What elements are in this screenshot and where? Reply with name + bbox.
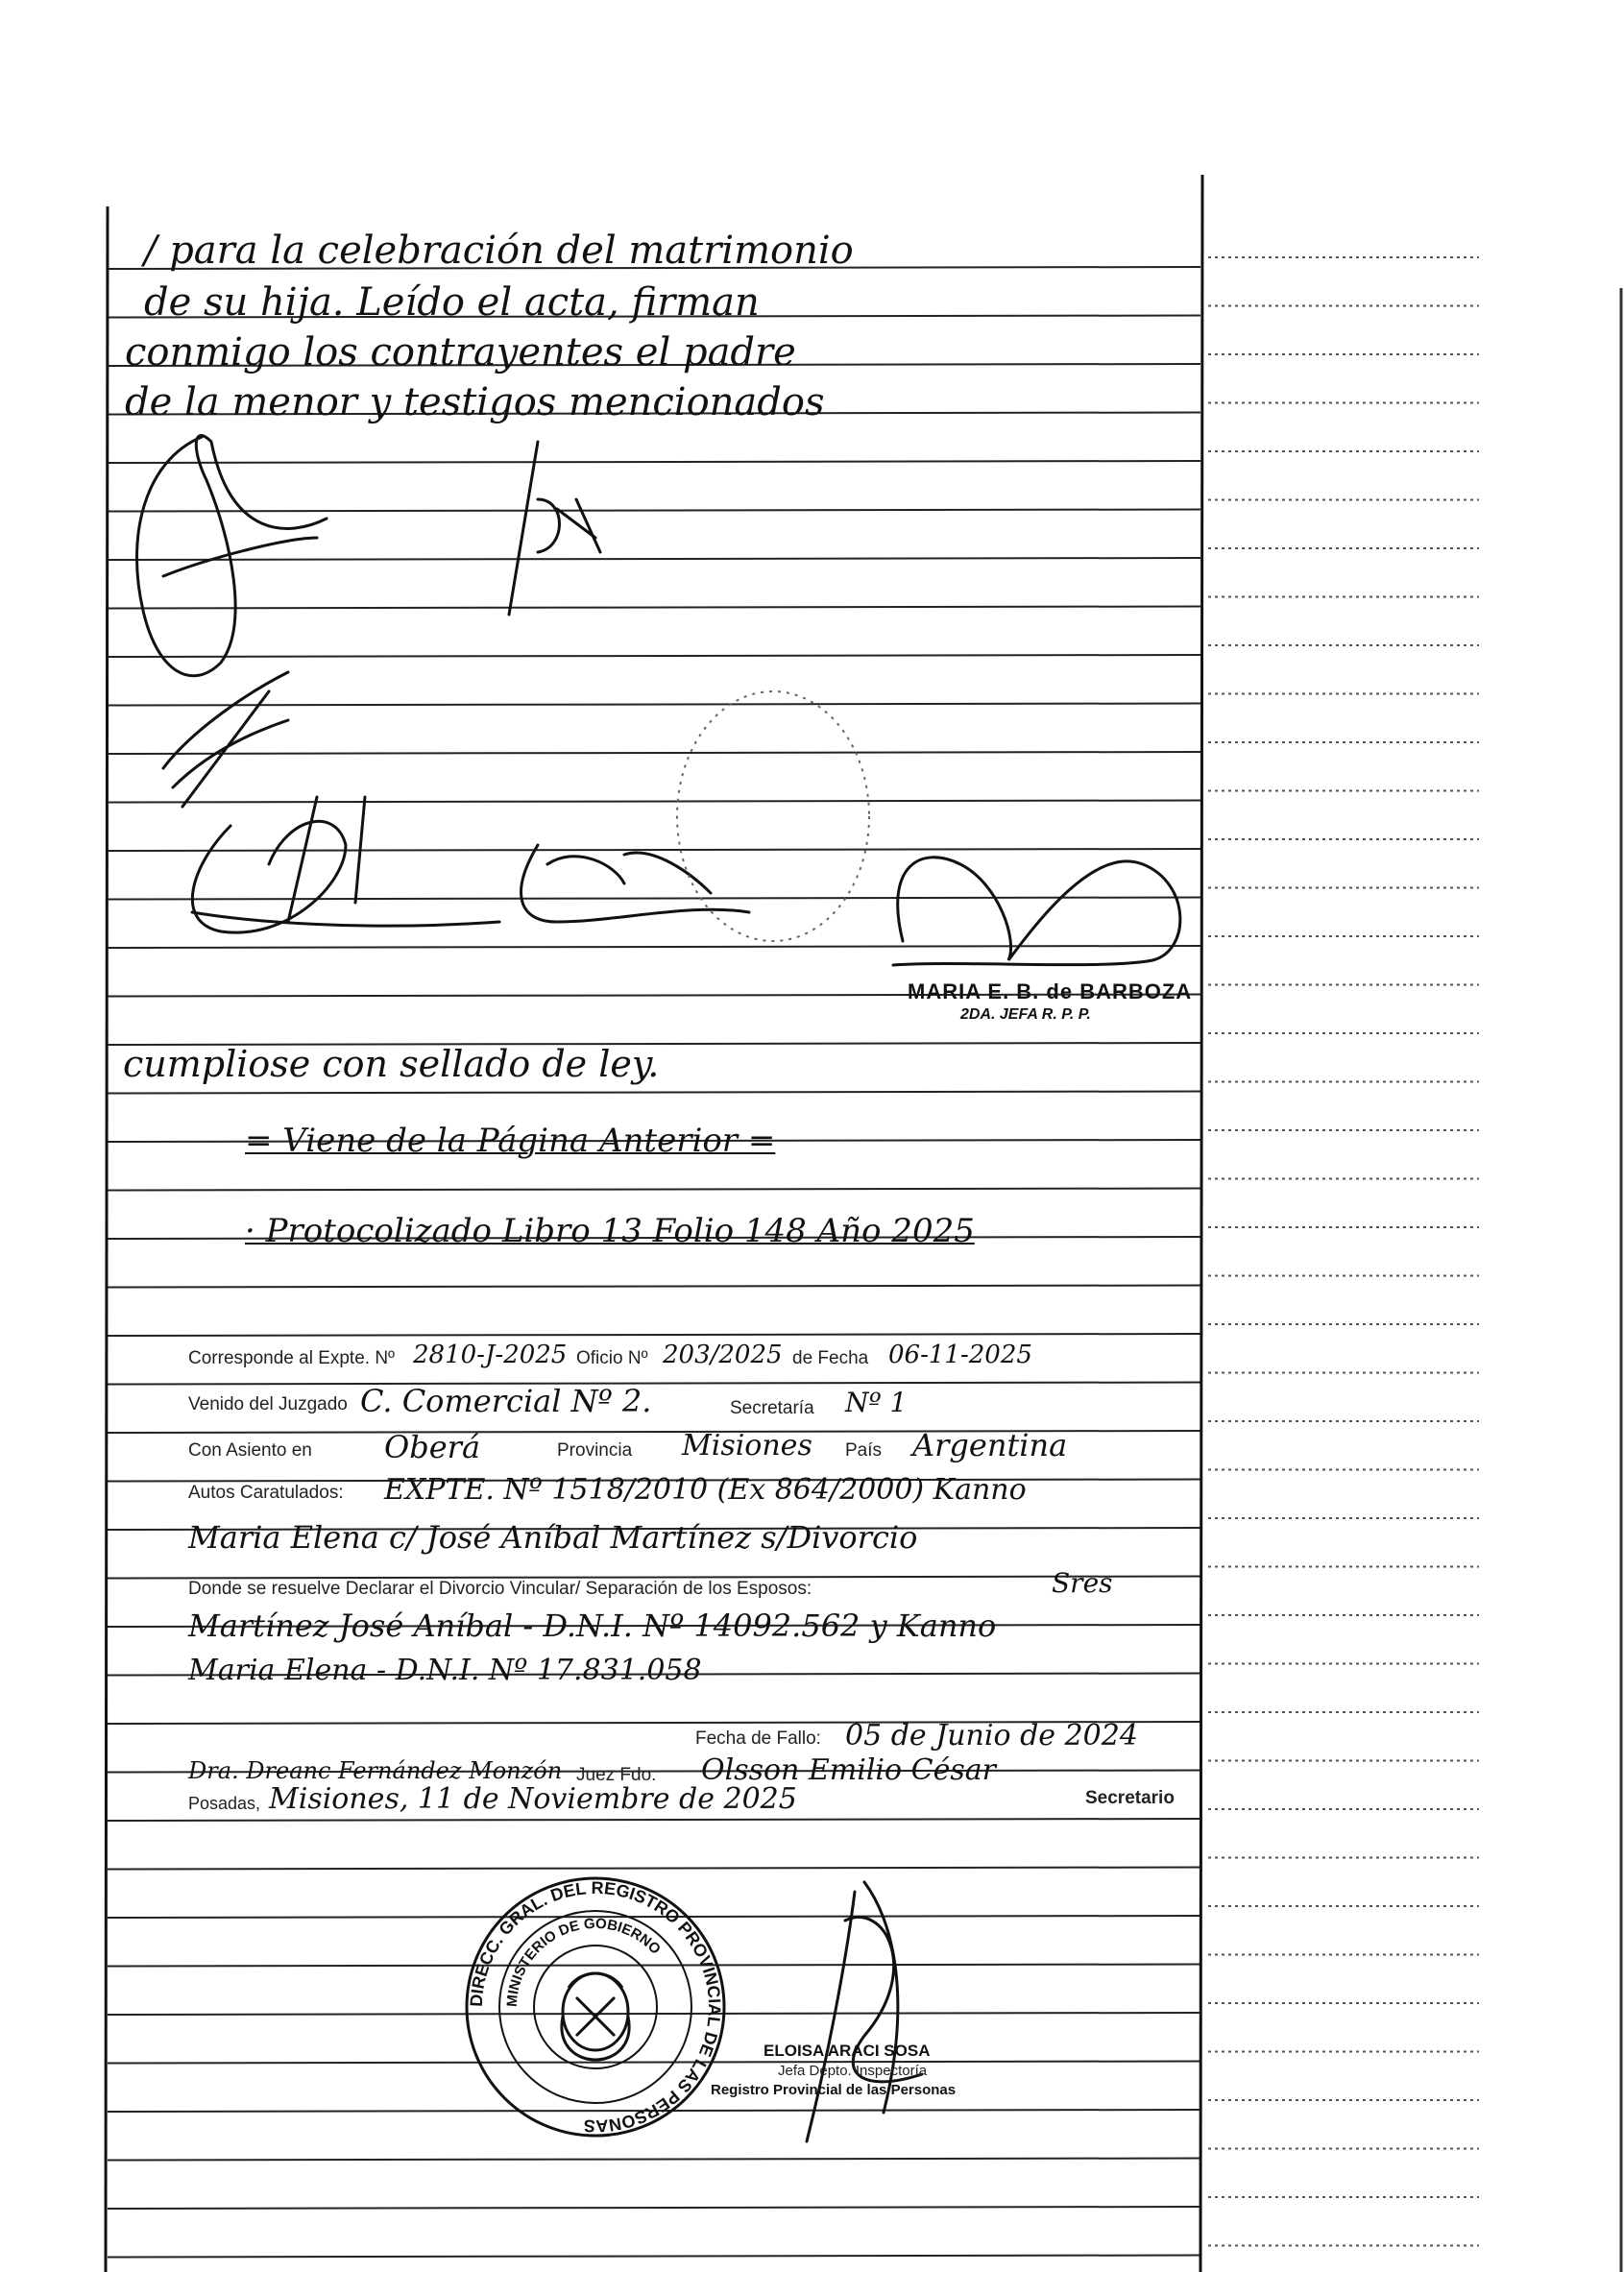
signature-2: [509, 442, 600, 615]
value-sres: Sres: [1052, 1567, 1113, 1599]
value-pais: Argentina: [912, 1427, 1068, 1463]
value-asiento: Oberá: [384, 1429, 481, 1465]
signature-3: [163, 672, 288, 807]
faint-oval-seal: [677, 691, 869, 941]
signature-6: [893, 858, 1180, 965]
label-fdo: Juez Fdo:: [576, 1765, 657, 1785]
closing-line: cumpliose con sellado de ley.: [123, 1043, 660, 1085]
stamp2-title: Jefa Depto. Inspectoría: [778, 2063, 928, 2079]
label-secretaria: Secretaría: [730, 1398, 814, 1418]
signature-7: [807, 1882, 922, 2141]
seal-outer-text: DIRECC. GRAL. DEL REGISTRO PROVINCIAL DE LAS PERSONAS: [466, 1877, 725, 2137]
value-esposo: Martínez José Aníbal - D.N.I. Nº 14092.562 y Kanno: [188, 1607, 997, 1644]
label-oficio: Oficio Nº: [576, 1348, 648, 1368]
value-fecha: 06-11-2025: [888, 1341, 1032, 1369]
signature-5: [521, 845, 749, 922]
signature-4: [192, 797, 499, 932]
value-autos-line2: Maria Elena c/ José Aníbal Martínez s/Divorcio: [188, 1519, 918, 1556]
label-pais: País: [845, 1440, 883, 1461]
handwritten-line-3: conmigo los contrayentes el padre: [125, 330, 796, 375]
handwritten-line-2: de su hija. Leído el acta, firman: [144, 280, 760, 325]
label-posadas: Posadas,: [188, 1794, 261, 1813]
value-expte: 2810-J-2025: [413, 1341, 568, 1369]
label-fallo: Fecha de Fallo:: [695, 1728, 821, 1749]
value-juzgado: C. Comercial Nº 2.: [360, 1383, 652, 1419]
value-fdo: Olsson Emilio César: [701, 1753, 996, 1787]
stamp2-name: ELOISA ARACI SOSA: [764, 2042, 931, 2060]
value-provincia: Misiones: [682, 1429, 812, 1462]
protocolizado-line: · Protocolizado Libro 13 Folio 148 Año 2025: [245, 1212, 975, 1250]
handwritten-line-1: / para la celebración del matrimonio: [144, 229, 854, 273]
seal-inner-text: MINISTERIO DE GOBIERNO: [503, 1915, 665, 2008]
label-resuelve: Donde se resuelve Declarar el Divorcio Vincular/ Separación de los Esposos:: [188, 1579, 812, 1599]
value-esposa: Maria Elena - D.N.I. Nº 17.831.058: [188, 1654, 702, 1687]
viene-line: = Viene de la Página Anterior =: [245, 1122, 776, 1160]
label-juzgado: Venido del Juzgado: [188, 1394, 348, 1414]
round-seal: [461, 1873, 730, 2141]
handwritten-line-4: de la menor y testigos mencionados: [125, 380, 825, 424]
label-autos: Autos Caratulados:: [188, 1483, 344, 1503]
value-fallo: 05 de Junio de 2024: [845, 1719, 1138, 1752]
value-secretaria: Nº 1: [845, 1387, 908, 1418]
value-posadas: Misiones, 11 de Noviembre de 2025: [269, 1782, 797, 1816]
svg-text:MINISTERIO DE GOBIERNO: [504, 1916, 665, 2008]
label-asiento: Con Asiento en: [188, 1440, 312, 1461]
signature-1: [137, 436, 327, 676]
value-autos: EXPTE. Nº 1518/2010 (Ex 864/2000) Kanno: [384, 1473, 1027, 1507]
value-oficio: 203/2025: [663, 1341, 783, 1369]
value-juez: Dra. Dreanc Fernández Monzón: [188, 1757, 563, 1784]
label-secretario: Secretario: [1085, 1788, 1175, 1808]
stamp-name: MARIA E. B. de BARBOZA: [908, 979, 1193, 1003]
stamp2-org: Registro Provincial de las Personas: [711, 2082, 957, 2098]
label-expte: Corresponde al Expte. Nº: [188, 1348, 395, 1368]
label-fecha: de Fecha: [792, 1348, 869, 1368]
label-provincia: Provincia: [557, 1440, 633, 1461]
coat-of-arms-icon: [562, 1973, 629, 2060]
stamp-title: 2DA. JEFA R. P. P.: [960, 1006, 1091, 1023]
